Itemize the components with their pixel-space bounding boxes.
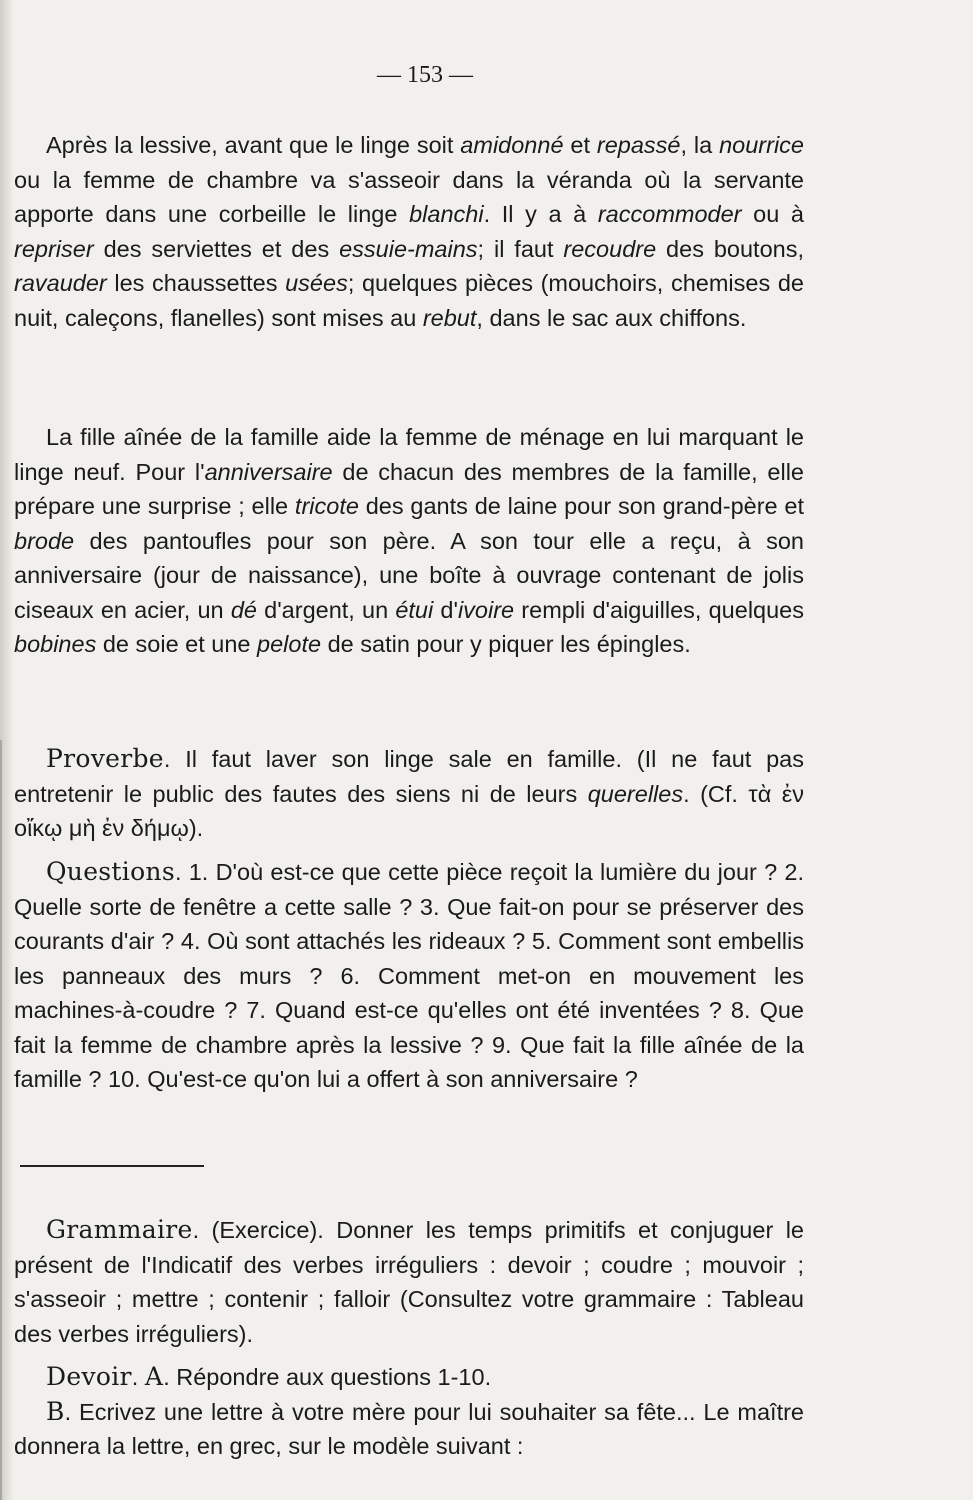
page-number: — 153 — bbox=[377, 62, 473, 88]
devoir-label: Devoir bbox=[46, 1362, 132, 1391]
section-divider bbox=[20, 1165, 204, 1167]
devoir-b-label: B bbox=[46, 1396, 65, 1426]
questions-section bbox=[14, 855, 804, 1097]
grammaire-section bbox=[14, 1213, 804, 1351]
proverbe-label: Proverbe bbox=[46, 744, 164, 773]
grammaire-text: . (Exercice). Donner les temps primitifs et conjuguer le présent de l'Indicatif des verbes irréguliers : devoir ; coudre ; mouvoir ; s'asseoir ; mettre ; contenir ; falloir (Consultez votre grammaire : Tableau des verbes irréguliers). bbox=[14, 1217, 804, 1347]
questions-label: Questions bbox=[46, 857, 175, 886]
proverbe-section: Proverbe. Il faut laver son linge sale en famille. (Il ne faut pas entretenir le public des fautes des siens ni de leurs querelles. (Cf. τὰ ἐν οἴκῳ μὴ ἐν δήμῳ). bbox=[14, 744, 804, 841]
devoir-section: Devoir. A. Répondre aux questions 1-10. B. Ecrivez une lettre à votre mère pour lui souhaiter sa fête... Le maître donnera la lettre, en grec, sur le modèle suivant : bbox=[14, 1362, 804, 1459]
paragraph-lessive: Après la lessive, avant que le linge soit amidonné et repassé, la nourrice ou la femme de chambre va s'asseoir dans la véranda où la servante apporte dans une corbeille le linge blanchi. Il y a à raccommoder ou à repriser des serviettes et des essuie-mains; il faut recoudre des boutons, ravauder les chaussettes usées; quelques pièces (mouchoirs, chemises de nuit, caleçons, flanelles) sont mises au rebut, dans le sac aux chiffons. bbox=[14, 132, 804, 331]
paragraph-fille-ainee: La fille aînée de la famille aide la femme de ménage en lui marquant le linge neuf. Pour l'anniversaire de chacun des membres de la famille, elle prépare une surprise ; elle tricote des gants de laine pour son grand-père et brode des pantoufles pour son père. A son tour elle a reçu, à son anniversaire (jour de naissance), une boîte à ouvrage contenant de jolis ciseaux en acier, un dé d'argent, un étui d'ivoire rempli d'aiguilles, quelques bobines de soie et une pelote de satin pour y piquer les épingles. bbox=[14, 424, 804, 657]
devoir-a-label: A bbox=[144, 1362, 164, 1391]
grammaire-label: Grammaire bbox=[46, 1215, 193, 1244]
questions-text: . 1. D'où est-ce que cette pièce reçoit la lumière du jour ? 2. Quelle sorte de fenêtre a cette salle ? 3. Que fait-on pour se préserver des courants d'air ? 4. Où sont attachés les rideaux ? 5. Comment sont embellis les panneaux des murs ? 6. Comment met-on en mouvement les machines-à-coudre ? 7. Quand est-ce qu'elles ont été inventées ? 8. Que fait la femme de chambre après la lessive ? 9. Que fait la fille aînée de la famille ? 10. Qu'est-ce qu'on lui a offert à son anniversaire ? bbox=[14, 859, 804, 1092]
